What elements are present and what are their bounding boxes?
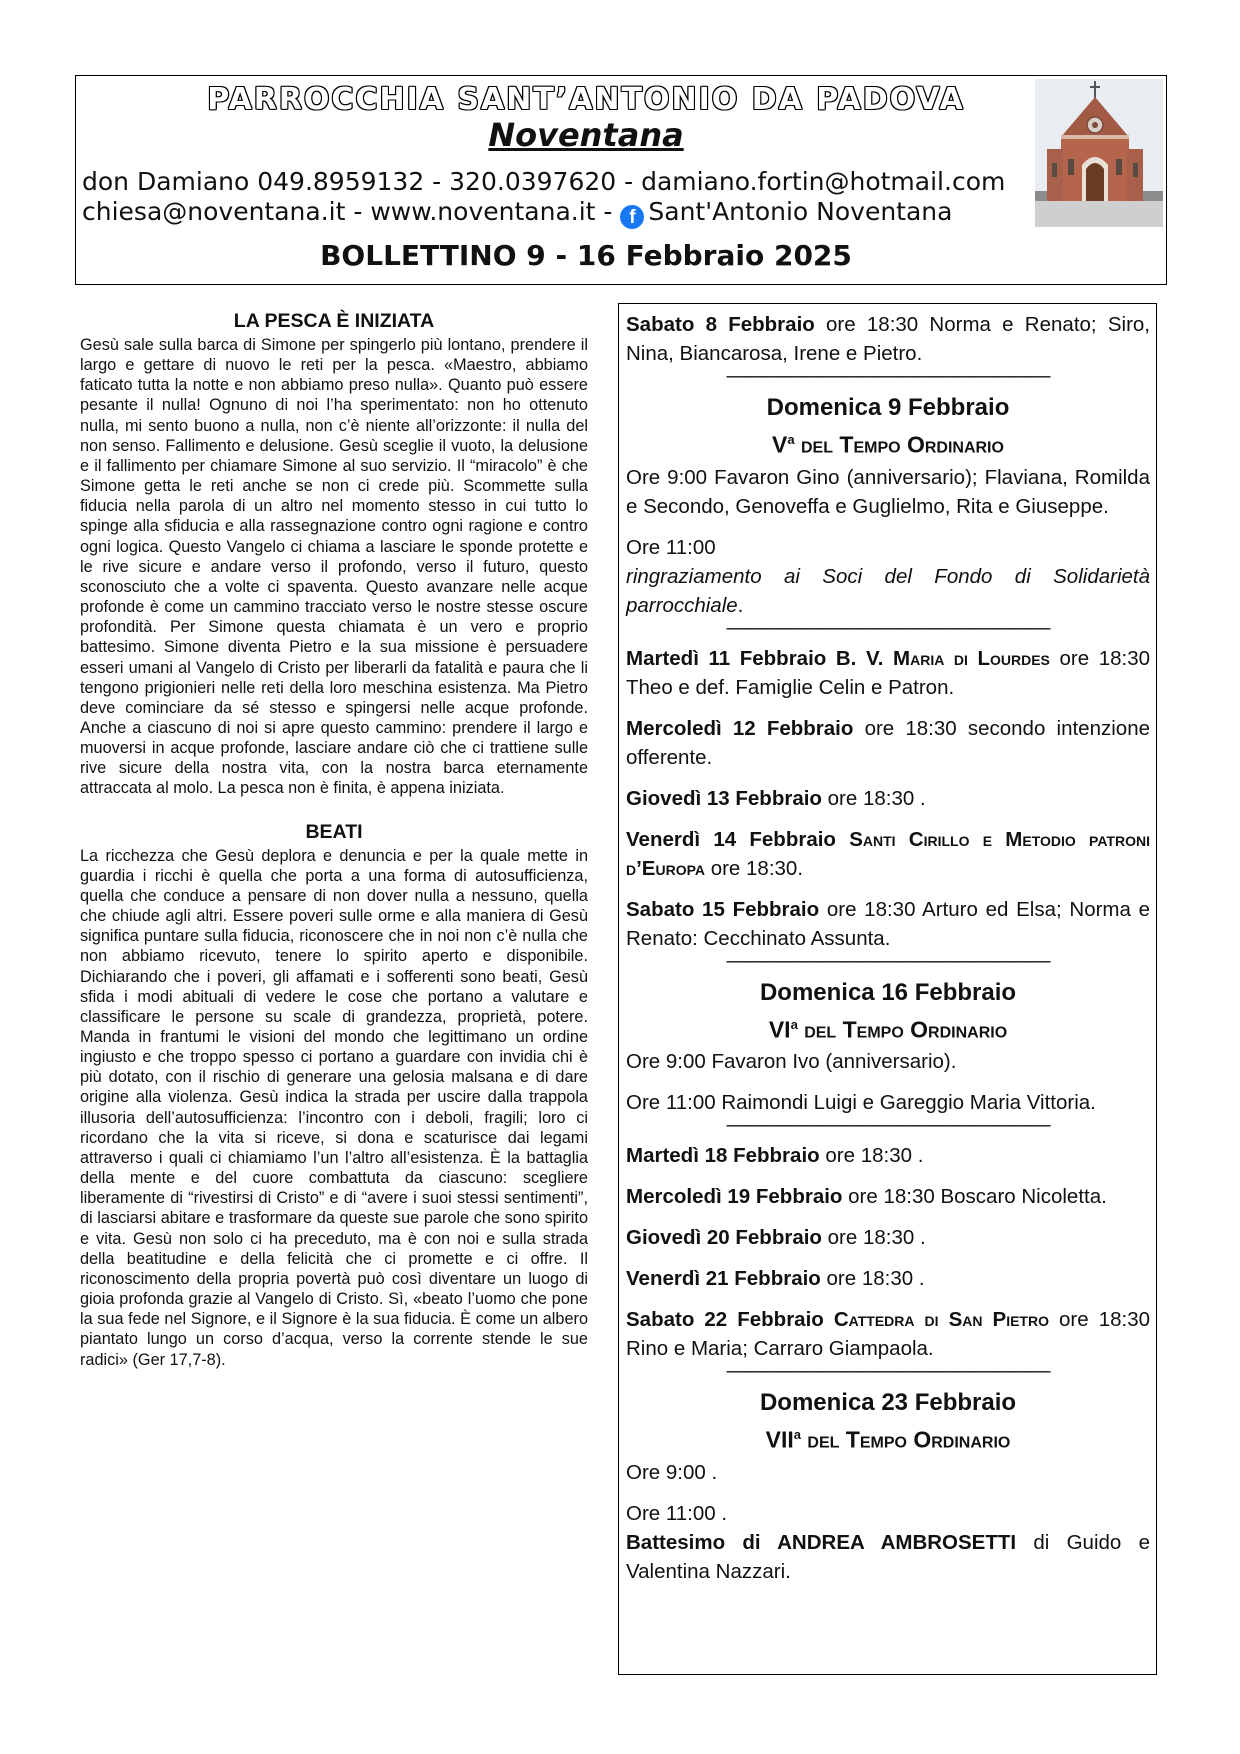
mass-entry: Ore 9:00 . [626, 1460, 718, 1484]
contact-email-website: chiesa@noventana.it - www.noventana.it - [82, 197, 621, 226]
parish-name: PARROCCHIA SANT’ANTONIO DA PADOVA [207, 82, 965, 117]
mass-note: ringraziamento ai Soci del Fondo di Solidarietà parrocchiale [626, 564, 1150, 617]
feast-name: Santi Cirillo e Metodio patroni d’Europa [626, 827, 1150, 880]
separator: ————————————————— [726, 619, 1050, 636]
mass-entry: Ore 9:00 Favaron Ivo (anniversario). [626, 1050, 957, 1074]
entry-day: Sabato 8 Febbraio [626, 313, 815, 336]
calendar-entry-fri14: Venerdì 14 Febbraio Santi Cirillo e Metodio patroni d’Europa ore 18:30. [626, 827, 1150, 880]
article-body-pesca: Gesù sale sulla barca di Simone per spingerlo più lontano, prendere il largo e gettare di nuovo le reti per la pesca. «Maestro, abbiamo faticato tutta la notte e non abbiamo preso nulla». Quanto può essere pesante il nulla! Ognuno di noi l’ha sperimentato: non ho ottenuto nulla, mi sento buono a nulla, non c’è niente all’orizzonte: il nulla del non senso. Fallimento e delusione. Gesù sceglie il vuoto, la delusione e il fallimento per chiamare Simone al suo servizio. Il “miracolo” è che Simone getta le reti anche se non ci crede più. Scommette sulla fiducia nella parola di un altro nel momento stesso in cui tutto lo spinge alla sfiducia e alla rassegnazione contro ogni ragione e contro ogni logica. Questo Vangelo ci chiama a lasciare le sponde protette e le rive sicure e andare verso il profondo, verso il futuro, questo sconosciuto che a volte ci spaventa. Questo avanzare nelle acque profonde è come un cammino tracciato verso le nostre stesse oscure profondità. Per Simone questa chiamata è un vero e proprio battesimo. Simone diventa Pietro e la sua missione è persuadere esseri umani al Vangelo di Cristo per liberarli da fatalità e paura che li tengono prigionieri nelle reti della loro meschina esistenza. Ma Pietro deve cominciare da sé stesso e spingersi nelle acque profonde. Anche a ciascuno di noi si apre questo cammino: prendere il largo e muoversi in acque profonde, lasciare andare ciò che ci trattiene sulle rive sicure della nostra vita, con la nostra barca eternamente attraccata al molo. La pesca non è finita, è appena iniziata. [80, 336, 588, 798]
contact-line-priest: don Damiano 049.8959132 - 320.0397620 - damiano.fortin@hotmail.com [82, 167, 1006, 196]
calendar-entry-thu13: Giovedì 13 Febbraio ore 18:30 . [626, 786, 926, 810]
calendar-entry-wed19: Mercoledì 19 Febbraio ore 18:30 Boscaro Nicoletta. [626, 1185, 1107, 1209]
calendar-entry-thu20: Giovedì 20 Febbraio ore 18:30 . [626, 1226, 926, 1250]
feast-name: B. V. Maria di Lourdes [826, 646, 1050, 670]
baptism-notice: Battesimo di ANDREA AMBROSETTI di Guido e Valentina Nazzari. [626, 1530, 1150, 1583]
article-title-pesca: LA PESCA È INIZIATA [233, 310, 435, 332]
calendar-entry-fri21: Venerdì 21 Febbraio ore 18:30 . [626, 1267, 925, 1291]
calendar-entry-sat8 [626, 310, 1150, 368]
liturgical-week-23: VII$^a$ del Tempo Ordinario [765, 1426, 1011, 1453]
separator: ————————————————— [726, 1117, 1050, 1134]
facebook-icon: f [620, 205, 644, 229]
sunday-title-23: Domenica 23 Febbraio [759, 1389, 1017, 1417]
separator: ————————————————— [726, 1363, 1050, 1380]
mass-entry: Ore 9:00 Favaron Gino (anniversario); Flaviana, Romilda e Secondo, Genoveffa e Guglielmo, Rita e Giuseppe. [626, 465, 1150, 518]
article-title-beati: BEATI [305, 820, 363, 843]
sunday-title-9: Domenica 9 Febbraio [766, 394, 1010, 421]
liturgical-week-16: $VI^a$ del Tempo Ordinario [768, 1016, 1008, 1043]
liturgical-week-9: $V^a$ del Tempo Ordinario [772, 431, 1004, 458]
contact-line-web [82, 197, 952, 229]
calendar-entry-wed12: Mercoledì 12 Febbraio ore 18:30 secondo intenzione offerente. [626, 716, 1150, 769]
sunday-title-16: Domenica 16 Febbraio [759, 978, 1017, 1006]
facebook-page-name: Sant'Antonio Noventana [648, 197, 953, 226]
mass-entry: Ore 11:00 . [626, 1501, 728, 1525]
bulletin-title: BOLLETTINO 9 - 16 Febbraio 2025 [320, 239, 852, 272]
calendar-entry-tue11: Martedì 11 Febbraio B. V. Maria di Lourdes ore 18:30 Theo e def. Famiglie Celin e Patron. [626, 646, 1150, 699]
town-name: Noventana [488, 116, 684, 154]
separator: ————————————————— [726, 368, 1050, 384]
calendar-entry-tue18: Martedì 18 Febbraio ore 18:30 . [626, 1144, 924, 1168]
article-body-beati: La ricchezza che Gesù deplora e denuncia e per la quale mette in guardia i ricchi è quella che porta a una forma di autosufficienza, quella che conduce a pensare di non dover nulla a nessuno, quella che chiude agli altri. Essere poveri sulle orme e alla maniera di Gesù significa puntare sulla fiducia, riconoscere che in noi non c’è nulla che non abbiamo ricevuto, tenere lo spirito aperto e disponibile. Dichiarando che i poveri, gli affamati e i sofferenti sono beati, Gesù sfida i modi abituali di vedere le cose che portano a valutare e classificare le persone su scale di grandezza, proprietà, potere. Manda in frantumi le visioni del mondo che legittimano un ordine ingiusto e che troppo spesso ci portano a guardare con invidia chi è più dotato, con il rischio di generare una gelosia malsana e di dare origine alla violenza. Gesù indica la strada per uscire dalla trappola illusoria dell’autosufficienza: l’incontro con i deboli, fragili; loro ci ricordano che la vita si riceve, si dona e scaturisce dai legami attraverso i quali ci chiamiamo l’un l’altro all’esistenza. È la battaglia della mente e del cuore combattuta da ciascuno: scegliere liberamente di “rivestirsi di Cristo” e di “avere i suoi stessi sentimenti”, di lasciarsi abitare e trasformare da queste sue parole che sono spirito e vita. Gesù non solo ci ha preceduto, ma è con noi e sulla strada della beatitudine e della felicità che ci promette e ci offre. Il riconoscimento della propria povertà può così diventare un luogo di gioia profonda grazie al Vangelo di Cristo. Sì, «beato l’uomo che pone la sua fede nel Signore, e il Signore è la sua fiducia. È come un albero piantato lungo un corso d’acqua, verso la corrente stende le sue radici» (Ger 17,7-8). [80, 846, 588, 1369]
calendar-entry-sat22: Sabato 22 Febbraio Cattedra di San Pietro ore 18:30 Rino e Maria; Carraro Giampaola. [626, 1308, 1150, 1361]
mass-entry: Ore 11:00 Raimondi Luigi e Gareggio Maria Vittoria. [626, 1091, 1096, 1115]
feast-name: Cattedra di San Pietro [823, 1308, 1049, 1332]
church-photo [1035, 79, 1163, 227]
separator: ————————————————— [726, 952, 1050, 969]
articles-column [80, 310, 588, 1370]
calendar-entry-sat15: Sabato 15 Febbraio ore 18:30 Arturo ed Elsa; Norma e Renato: Cecchinato Assunta. [626, 897, 1151, 950]
entry-text: ore 18:30 Norma e Renato; Siro, Nina, Biancarosa, Irene e Pietro. [626, 313, 1150, 365]
bulletin-header [75, 75, 1167, 285]
mass-calendar [618, 303, 1157, 1675]
mass-entry: Ore 11:00 ringraziamento ai Soci del Fondo di Solidarietà parrocchiale. [626, 535, 1150, 617]
